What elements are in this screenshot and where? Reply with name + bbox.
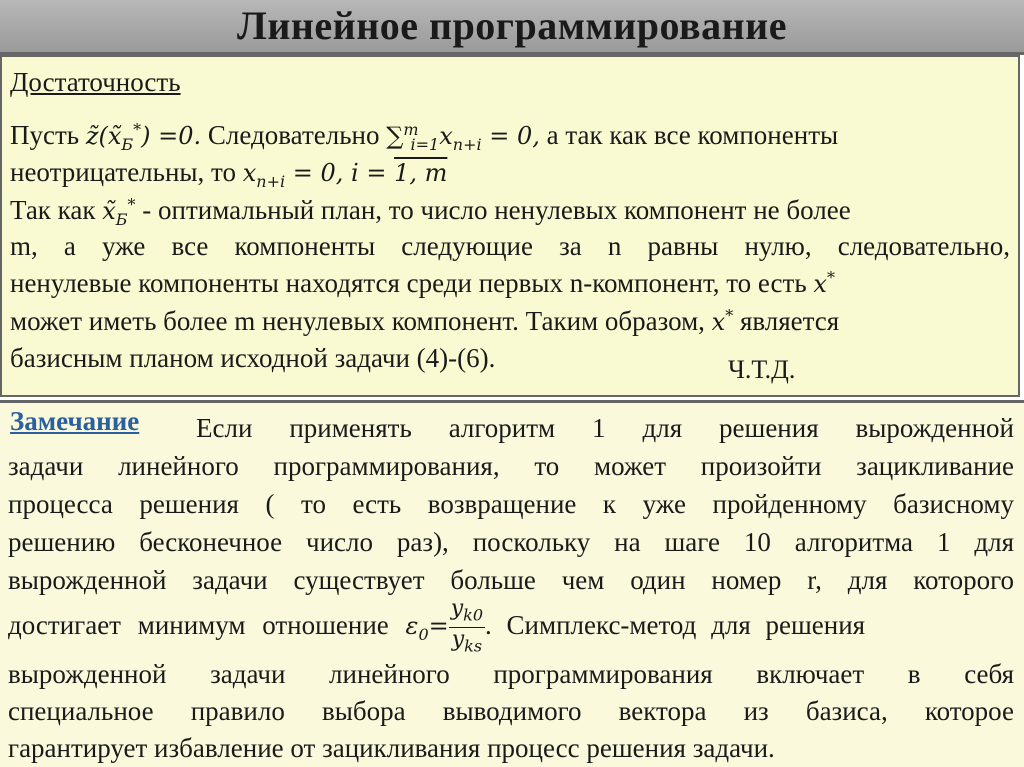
remark-line-6: достигает минимум отношение $\varepsilon_0=$ $\frac{y_{k0}}{y_{ks}}$ . Симплекс-метод для решения bbox=[8, 597, 1014, 659]
remark-line-3: процесса решения ( то есть возвращение к уже пройденному базисному bbox=[8, 489, 1014, 519]
math-sum: $\sum^m_{i=1}x_{n+i} = 0$, bbox=[386, 120, 540, 154]
remark-heading: Замечание bbox=[10, 406, 140, 436]
proof-line-1: Пусть $z̃(x̃_Б^*) =0$. Следовательно $\sum^m_{i=1}x_{n+i} = 0$, а так как все компоненты bbox=[10, 120, 839, 154]
math-x-star-2: x* bbox=[711, 306, 734, 336]
remark-line-1: Если применять алгоритм 1 для решения вырожденной bbox=[196, 413, 1014, 443]
remark-line-8: специальное правило выбора выводимого вектора из базиса, которое bbox=[8, 696, 1014, 726]
remark-line-7: вырожденной задачи линейного программирования включает в себя bbox=[8, 659, 1014, 689]
proof-line-2: неотрицательны, то $x_{n+i} = 0$, i = 1, m bbox=[10, 157, 448, 191]
remark-line-4: решению бесконечное число раз), поскольку на шаге 10 алгоритма 1 для bbox=[8, 527, 1014, 557]
math-z-tilde: $z̃(x̃_Б^*) =0$. bbox=[85, 120, 202, 154]
title-bar bbox=[0, 0, 1024, 55]
math-fraction: $\frac{y_{k0}}{y_{ks}}$ bbox=[450, 596, 484, 656]
math-xni: $x_{n+i} = 0$, i = 1, m bbox=[242, 159, 448, 191]
proof-line-6: может иметь более m ненулевых компонент. Таким образом, x* является bbox=[10, 306, 840, 336]
proof-line-4: m, а уже все компоненты следующие за n равны нулю, следовательно, bbox=[10, 231, 1010, 261]
remark-line-9: гарантирует избавление от зацикливания процесс решения задачи. bbox=[8, 733, 775, 763]
proof-block bbox=[0, 55, 1020, 397]
remark-line-2: задачи линейного программирования, то может произойти зацикливание bbox=[8, 451, 1014, 481]
proof-line-3: Так как $x̃_Б^*$ - оптимальный план, то число ненулевых компонент не более bbox=[10, 195, 851, 229]
section-heading: Достаточность bbox=[10, 67, 181, 97]
math-x-star: x* bbox=[813, 268, 835, 298]
math-xb-star: $x̃_Б^*$ bbox=[102, 195, 136, 229]
remark-line-5: вырожденной задачи существует больше чем один номер r, для которого bbox=[8, 565, 1014, 595]
proof-line-7: базисным планом исходной задачи (4)-(6). bbox=[10, 343, 496, 373]
proof-line-5: ненулевые компоненты находятся среди первых n-компонент, то есть x* bbox=[10, 268, 835, 298]
remark-block bbox=[0, 400, 1024, 767]
slide-title: Линейное программирование bbox=[237, 3, 787, 48]
math-epsilon: $\varepsilon_0=$ bbox=[405, 612, 449, 644]
qed-mark: Ч.Т.Д. bbox=[728, 355, 796, 384]
